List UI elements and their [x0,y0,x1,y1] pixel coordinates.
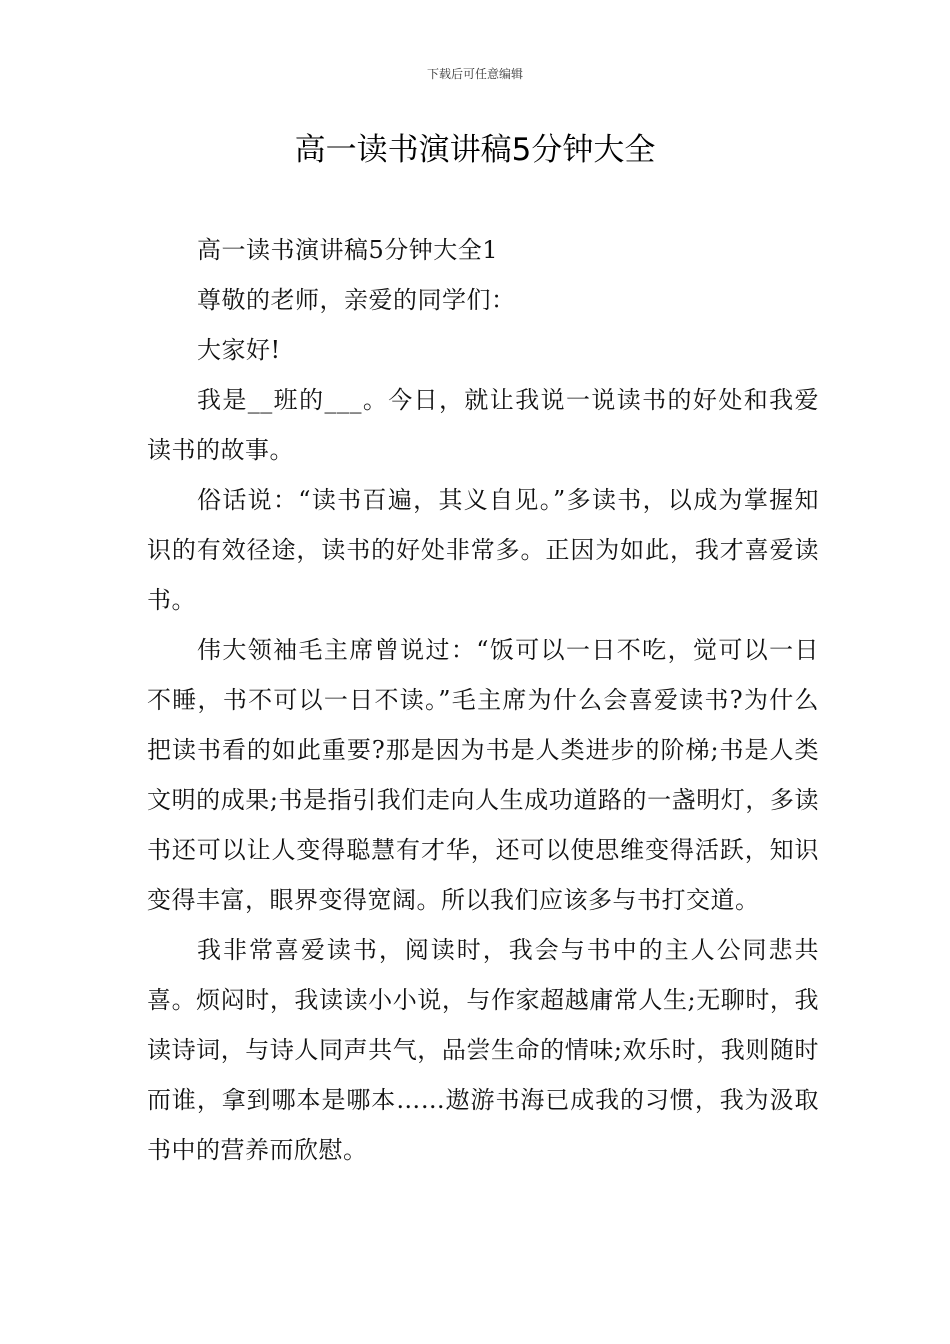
document-body [147,225,819,1175]
paragraph-love-of-reading: 我非常喜爱读书，阅读时，我会与书中的主人公同悲共喜。烦闷时，我读读小小说，与作家超越庸常人生;无聊时，我读诗词，与诗人同声共气，品尝生命的情味;欢乐时，我则随时而谁，拿到哪本是哪本……遨游书海已成我的习惯，我为汲取书中的营养而欣慰。 [147,936,819,1164]
paragraph-introduction: 我是__班的___。今日，就让我说一说读书的好处和我爱读书的故事。 [147,386,819,464]
paragraph-salutation: 尊敬的老师，亲爱的同学们： [197,286,516,314]
paragraph-chairman-quote: 伟大领袖毛主席曾说过：“饭可以一日不吃，觉可以一日不睡，书不可以一日不读。”毛主席为什么会喜爱读书?为什么把读书看的如此重要?那是因为书是人类进步的阶梯;书是人类文明的成果;书是指引我们走向人生成功道路的一盏明灯，多读书还可以让人变得聪慧有才华，还可以使思维变得活跃，知识变得丰富，眼界变得宽阔。所以我们应该多与书打交道。 [147,636,819,914]
paragraph-proverb: 俗话说：“读书百遍，其义自见。”多读书，以成为掌握知识的有效径途，读书的好处非常多。正因为如此，我才喜爱读书。 [147,486,819,614]
document-title: 高一读书演讲稿5分钟大全 [294,132,656,168]
paragraph-greeting: 大家好! [197,336,281,364]
header-note: 下载后可任意编辑 [426,67,523,81]
paragraph-subtitle: 高一读书演讲稿5分钟大全1 [197,236,499,264]
